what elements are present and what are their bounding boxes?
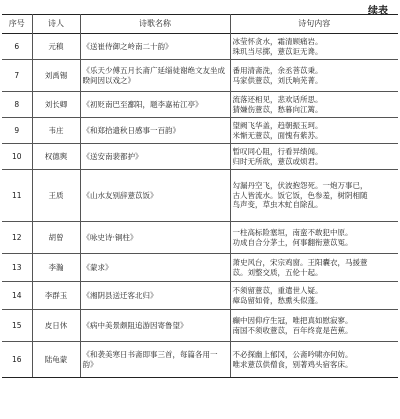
row-title: 《山水友别辞薏苡饭》 bbox=[80, 170, 230, 222]
table-row bbox=[2, 342, 398, 378]
table-row bbox=[2, 34, 398, 60]
row-content: 不必探幽上郁冈，公斋吟啸亦何妨。 唯求薏苡供僧食，别著鸡头宿客床。 bbox=[230, 342, 398, 378]
table-row bbox=[2, 222, 398, 254]
header-no: 序号 bbox=[8, 18, 25, 28]
table-row bbox=[2, 170, 398, 222]
row-title: 《初贬南巴至鄱阳，题李嘉祐江亭》 bbox=[80, 92, 230, 118]
poem-table bbox=[2, 14, 398, 378]
row-title: 《病中美景颇阻追游因寄鲁望》 bbox=[80, 310, 230, 342]
row-content: 萧史风台，宋宗鸡窗。王阳囊衣，马援薏 苡。刘整交质，五伦十起。 bbox=[230, 254, 398, 282]
row-no: 16 bbox=[2, 342, 32, 378]
row-poet: 王质 bbox=[32, 170, 80, 222]
table-row bbox=[2, 310, 398, 342]
row-content: 流落还相见，悲欢话所思。 猜嫌伤薏苡，愁暮向江篱。 bbox=[230, 92, 398, 118]
row-title: 《送安南裴都护》 bbox=[80, 144, 230, 170]
row-no: 14 bbox=[2, 282, 32, 310]
row-content: 望阙飞华盖，趋朝振玉珂。 米惭无薏苡，面愧有紫苏。 bbox=[230, 118, 398, 144]
header-title: 诗歌名称 bbox=[80, 15, 230, 34]
row-content: 番用清斋洗，余丞菩苡秉。 马家供薏苡，刘氏响芜菁。 bbox=[230, 60, 398, 92]
row-poet: 权德舆 bbox=[32, 144, 80, 170]
row-title: 《和郑拾遗秋日感事一百韵》 bbox=[80, 118, 230, 144]
row-title: 《送崔侍御之岭南二十韵》 bbox=[80, 34, 230, 60]
row-no: 12 bbox=[2, 222, 32, 254]
row-title: 《乐天少傅五月长斋广延缁徒谢绝文友坐成睽间因以戏之》 bbox=[80, 60, 230, 92]
row-no: 8 bbox=[2, 92, 32, 118]
row-title: 《蒙求》 bbox=[80, 254, 230, 282]
table-row bbox=[2, 60, 398, 92]
row-poet: 韦庄 bbox=[32, 118, 80, 144]
table-row bbox=[2, 118, 398, 144]
row-poet: 李群玉 bbox=[32, 282, 80, 310]
row-content: 冰莹怀贪水，霜清顾痛岩。 珠玑当尽掷，薏苡讵无谗。 bbox=[230, 34, 398, 60]
table-header-row bbox=[2, 15, 398, 34]
row-no: 9 bbox=[2, 118, 32, 144]
row-poet: 皮日休 bbox=[32, 310, 80, 342]
row-poet: 李瀚 bbox=[32, 254, 80, 282]
row-no: 13 bbox=[2, 254, 32, 282]
row-poet: 刘长卿 bbox=[32, 92, 80, 118]
row-poet: 胡曾 bbox=[32, 222, 80, 254]
header-content: 诗句内容 bbox=[230, 15, 398, 34]
row-content: 暂叹同心阻，行看异绩闻。 归时无所欲，薏苡或烦君。 bbox=[230, 144, 398, 170]
continued-label: 续表 bbox=[368, 6, 388, 17]
row-title: 《湘阴县送迁客北归》 bbox=[80, 282, 230, 310]
row-title: 《咏史诗·铜柱》 bbox=[80, 222, 230, 254]
table-row bbox=[2, 282, 398, 310]
row-poet: 刘禹锡 bbox=[32, 60, 80, 92]
row-content: 癫中因仰疗生冠，唯把真如慰寂寥。 南国不须收薏苡，百年终竟是芭蕉。 bbox=[230, 310, 398, 342]
header-poet: 诗人 bbox=[32, 15, 80, 34]
row-no: 7 bbox=[2, 60, 32, 92]
row-no: 10 bbox=[2, 144, 32, 170]
row-content: 一柱高标险塞垣，南蛮不敢犯中原。 功成自合分茅土，何事翻衔薏苡冤。 bbox=[230, 222, 398, 254]
row-poet: 元稹 bbox=[32, 34, 80, 60]
table-row bbox=[2, 92, 398, 118]
table-row bbox=[2, 254, 398, 282]
table-row bbox=[2, 144, 398, 170]
row-no: 6 bbox=[2, 34, 32, 60]
row-poet: 陆龟蒙 bbox=[32, 342, 80, 378]
row-no: 11 bbox=[2, 170, 32, 222]
row-content: 勾漏丹空飞，伏波抱怨死。一炮万事已， 古人皆流水。饭它饭，色参羞，树阴相随 鸟声变，草虫木虻自除乱。 bbox=[230, 170, 398, 222]
row-no: 15 bbox=[2, 310, 32, 342]
row-title: 《和袭美寒日书斋即事三首，每篇各用一韵》 bbox=[80, 342, 230, 378]
row-content: 不须留薏苡，重遣世人疑。 瘴岛留如骨，愁熏头似蓬。 bbox=[230, 282, 398, 310]
